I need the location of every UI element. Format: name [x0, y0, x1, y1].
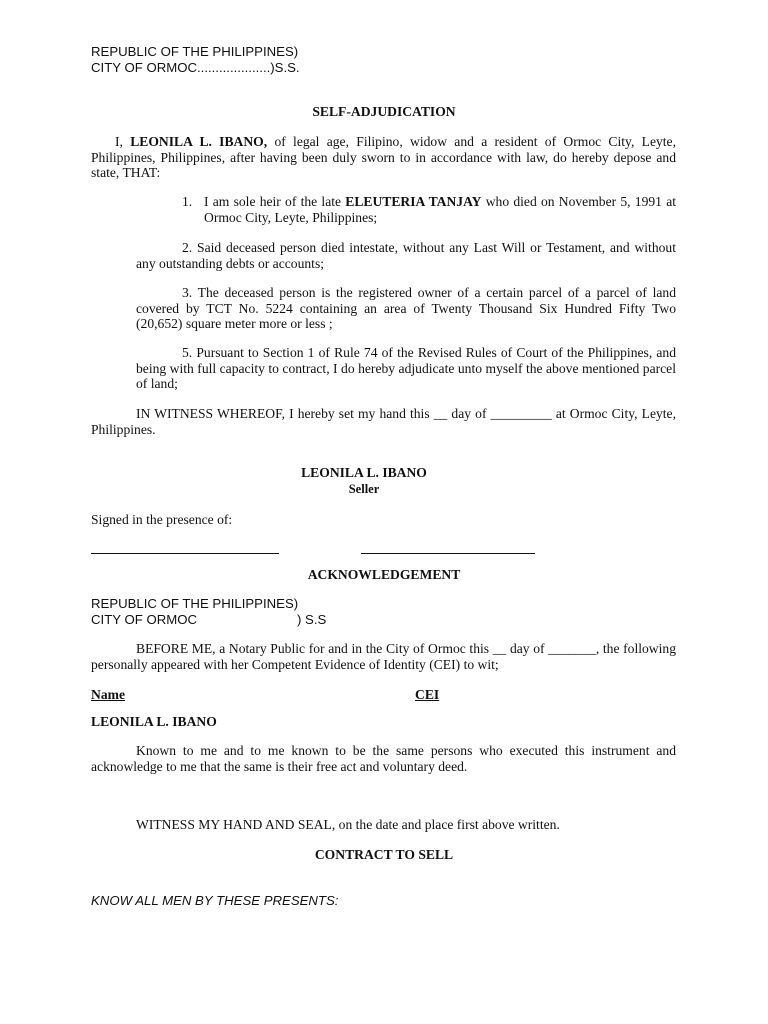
item1-text: [204, 194, 676, 225]
item5-text: 5. Pursuant to Section 1 of Rule 74 of the Revised Rules of Court of the Philippines, and being with full capacity to contract, I do hereby adjudicate unto myself the above mentioned parcel of land;: [136, 345, 676, 391]
item1-post: who died on November 5, 1991 at Ormoc City, Leyte, Philippines;: [204, 194, 677, 225]
intro-rest: of legal age, Filipino, widow and a resident of Ormoc City, Leyte, Philippines, Philippines, after having been duly sworn to in accordance with law, do hereby depose and state, THAT:: [91, 134, 676, 180]
know-all-men: KNOW ALL MEN BY THESE PRESENTS:: [91, 893, 339, 908]
intro-paragraph: [91, 134, 676, 181]
in-witness-paragraph: IN WITNESS WHEREOF, I hereby set my hand this __ day of _________ at Ormoc City, Leyte, Philippines.: [91, 406, 676, 437]
ack-city: CITY OF ORMOC: [91, 612, 197, 627]
before-me-paragraph: BEFORE ME, a Notary Public for and in the City of Ormoc this __ day of _______, the following personally appeared with her Competent Evidence of Identity (CEI) to wit;: [91, 641, 676, 672]
witness-signature-line-1: [91, 553, 279, 554]
item1-name: ELEUTERIA TANJAY: [345, 194, 482, 209]
ack-row-name: LEONILA L. IBANO: [91, 714, 217, 729]
self-adjudication-title: SELF-ADJUDICATION: [312, 104, 456, 119]
intro-name: LEONILA L. IBANO,: [130, 134, 268, 149]
signer-role: Seller: [348, 482, 380, 496]
witness-seal-line: WITNESS MY HAND AND SEAL, on the date and place first above written.: [136, 817, 560, 832]
item1-pre: I am sole heir of the late: [204, 194, 342, 209]
item1-number: 1.: [182, 194, 193, 209]
ack-republic: REPUBLIC OF THE PHILIPPINES): [91, 596, 299, 611]
acknowledgement-title: ACKNOWLEDGEMENT: [307, 567, 461, 582]
known-paragraph: Known to me and to me known to be the same persons who executed this instrument and acknowledge to me that the same is their free act and voluntary deed.: [91, 743, 676, 774]
item3-text: 3. The deceased person is the registered owner of a certain parcel of a parcel of land covered by TCT No. 5224 containing an area of Twenty Thousand Six Hundred Fifty Two (20,652) square meter more or less ;: [136, 285, 676, 331]
signed-presence-label: Signed in the presence of:: [91, 512, 233, 527]
header-republic: REPUBLIC OF THE PHILIPPINES): [91, 44, 299, 59]
col-name-header: Name: [91, 687, 125, 702]
item2-text: 2. Said deceased person died intestate, without any Last Will or Testament, and without any outstanding debts or accounts;: [136, 240, 676, 271]
signer-name: LEONILA L. IBANO: [301, 465, 427, 480]
intro-i: I,: [115, 134, 123, 149]
header-city: CITY OF ORMOC....................)S.S.: [91, 60, 300, 75]
witness-signature-line-2: [361, 553, 535, 554]
col-cei-header: CEI: [415, 687, 440, 702]
ack-ss: ) S.S: [297, 612, 327, 627]
contract-title: CONTRACT TO SELL: [314, 847, 454, 862]
